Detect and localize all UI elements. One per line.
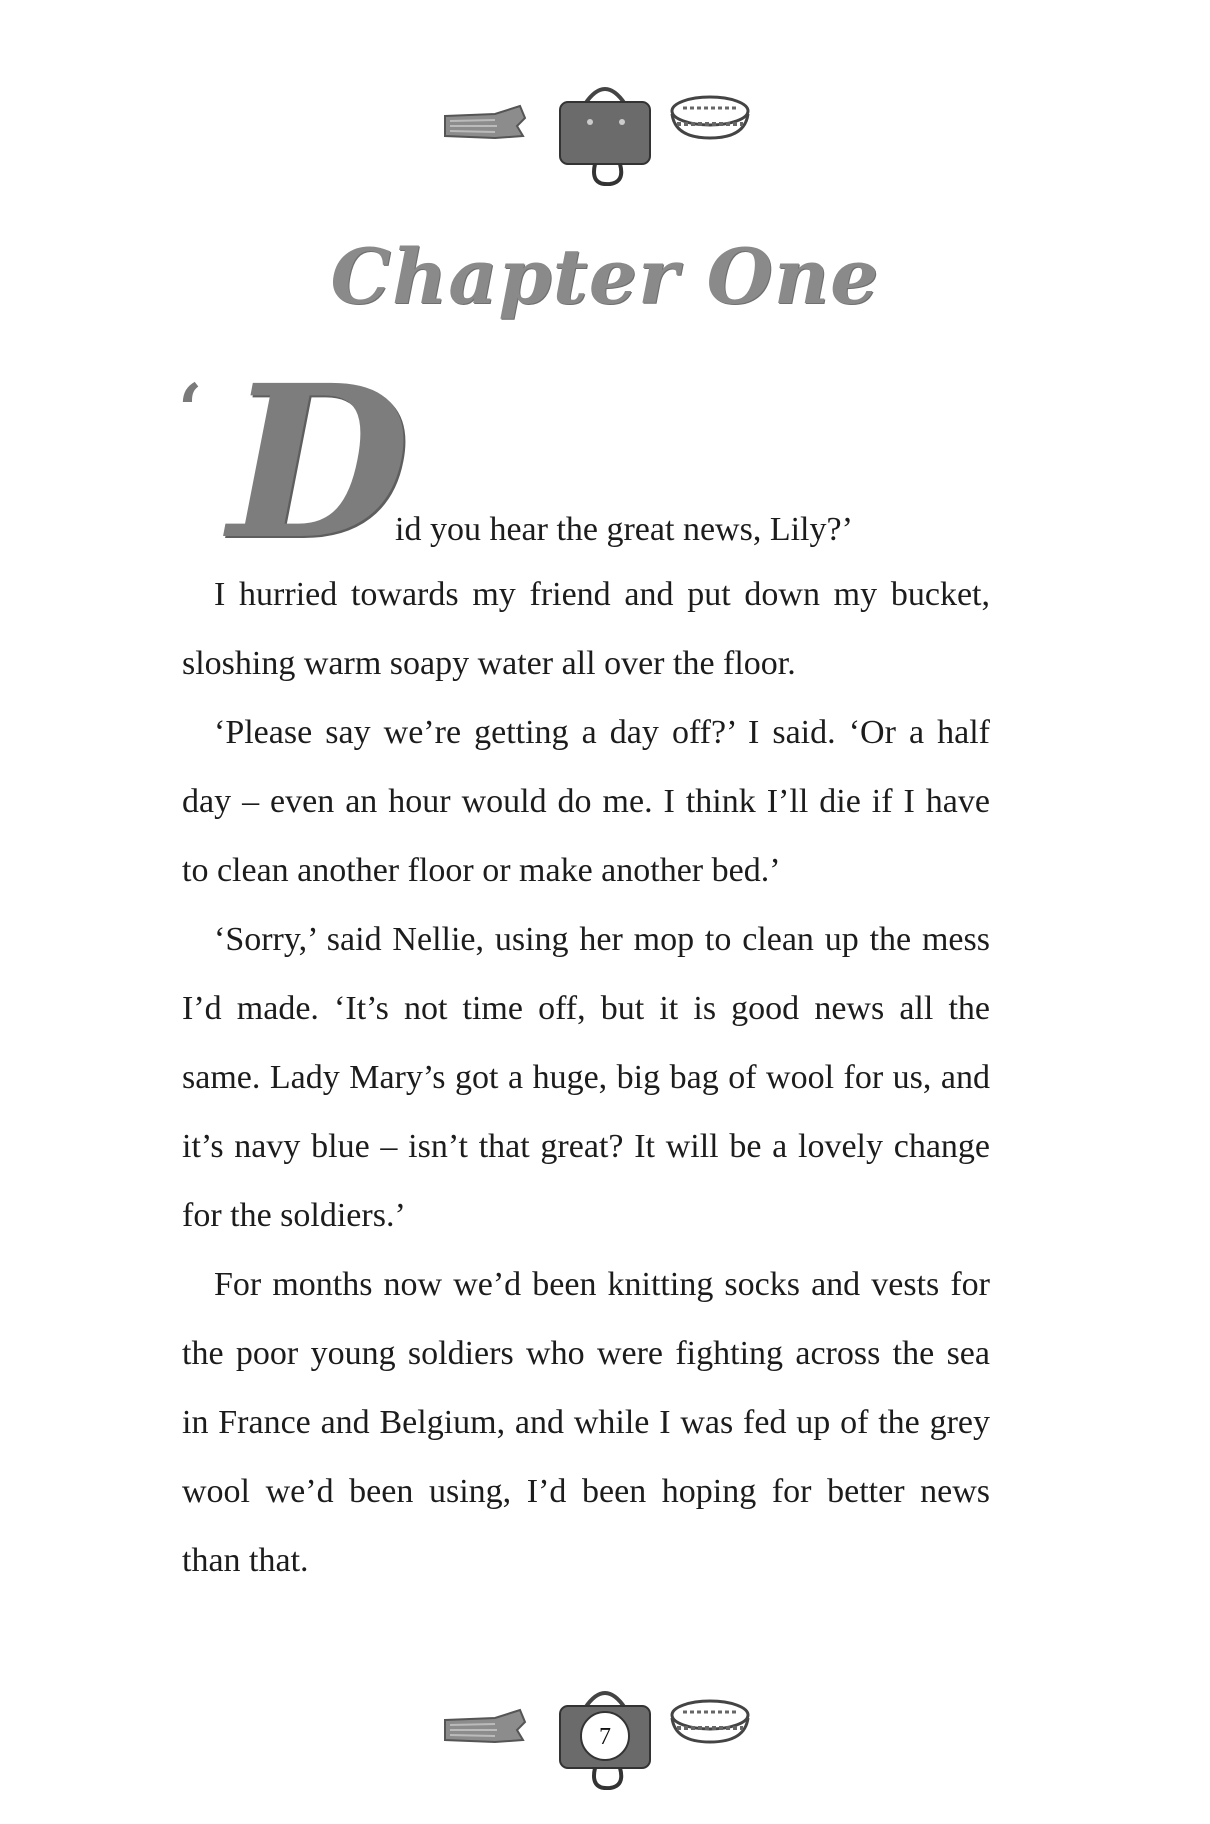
body-text	[182, 560, 990, 1595]
handbag-icon	[560, 89, 650, 184]
ornament-top	[425, 76, 785, 186]
paragraph: ‘Sorry,’ said Nellie, using her mop to clean up the mess I’d made. ‘It’s not time off, but it is good news all the same. Lady Mary’s got a huge, big bag of wool for us, and it’s navy blue – isn’t that great? It will be a lovely change for the soldiers.’	[182, 921, 990, 1234]
glove-icon	[445, 106, 525, 138]
dropcap-letter: D	[228, 339, 411, 586]
glove-icon	[445, 1710, 525, 1742]
dropcap-quote: ‘	[178, 368, 203, 451]
page-number: 7	[599, 1724, 611, 1750]
paragraph: For months now we’d been knitting socks and vests for the poor young soldiers who were fighting across the sea in France and Belgium, and while I was fed up of the grey wool we’d been using, I’d been hoping for better news than that.	[182, 1266, 990, 1579]
hat-icon	[672, 1701, 748, 1742]
paragraph: I hurried towards my friend and put down my bucket, sloshing warm soapy water all over the floor.	[182, 576, 990, 682]
chapter-title: Chapter One	[330, 232, 880, 321]
hat-icon	[672, 97, 748, 138]
first-line-text: id you hear the great news, Lily?’	[395, 511, 853, 548]
ornament-bottom	[425, 1680, 785, 1790]
paragraph: ‘Please say we’re getting a day off?’ I said. ‘Or a half day – even an hour would do me. I think I’ll die if I have to clean another floor or make another bed.’	[182, 714, 990, 889]
